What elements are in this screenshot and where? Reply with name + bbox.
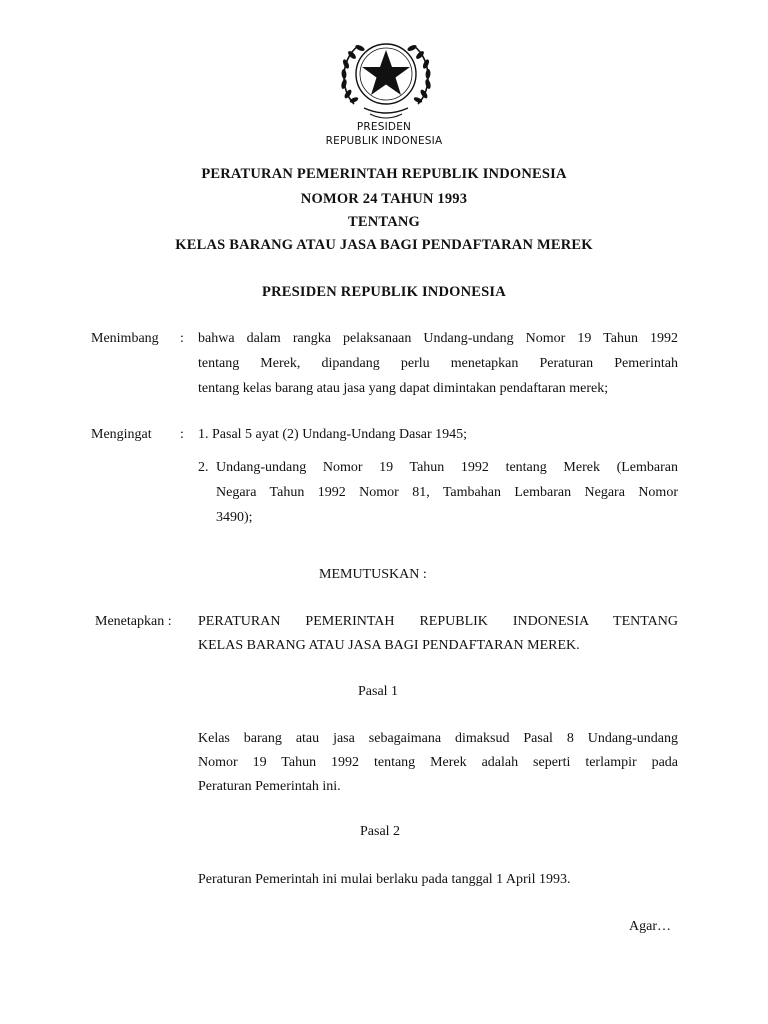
header-republik-indonesia: REPUBLIK INDONESIA [325,135,443,147]
memutuskan-heading: MEMUTUSKAN : [319,567,427,582]
menimbang-colon: : [180,331,184,346]
pasal-1-line-3: Peraturan Pemerintah ini. [198,779,341,794]
mengingat-colon: : [180,427,184,442]
menimbang-label: Menimbang [91,331,159,346]
menetapkan-line-2: KELAS BARANG ATAU JASA BAGI PENDAFTARAN MEREK. [198,638,580,653]
mengingat-item-2-number: 2. [198,460,209,475]
menimbang-line-3: tentang kelas barang atau jasa yang dapat dimintakan pendaftaran merek; [198,381,609,396]
regulation-tentang: TENTANG [347,214,421,230]
mengingat-item-2-line-1: Undang-undang Nomor 19 Tahun 1992 tentang Merek (Lembaran [216,460,678,475]
header-presiden: PRESIDEN [356,121,412,133]
page-continuation: Agar… [629,919,671,934]
pasal-1-heading: Pasal 1 [358,684,399,699]
mengingat-item-2-line-3: 3490); [216,510,253,525]
menetapkan-label: Menetapkan : [95,614,172,629]
regulation-number: NOMOR 24 TAHUN 1993 [300,191,468,207]
mengingat-label: Mengingat [91,427,152,442]
menimbang-line-2: tentang Merek, dipandang perlu menetapkan Peraturan Pemerintah [198,356,678,371]
garuda-star-emblem-icon [334,34,438,122]
pasal-1-line-2: Nomor 19 Tahun 1992 tentang Merek adalah seperti terlampir pada [198,755,678,770]
menetapkan-line-1: PERATURAN PEMERINTAH REPUBLIK INDONESIA TENTANG [198,614,678,629]
regulation-title: PERATURAN PEMERINTAH REPUBLIK INDONESIA [201,166,567,182]
pasal-2-text: Peraturan Pemerintah ini mulai berlaku pada tanggal 1 April 1993. [198,872,571,887]
issuer-heading: PRESIDEN REPUBLIK INDONESIA [262,284,506,300]
menimbang-line-1: bahwa dalam rangka pelaksanaan Undang-undang Nomor 19 Tahun 1992 [198,331,678,346]
mengingat-item-1: 1. Pasal 5 ayat (2) Undang-Undang Dasar 1945; [198,427,468,442]
pasal-1-line-1: Kelas barang atau jasa sebagaimana dimaksud Pasal 8 Undang-undang [198,731,678,746]
regulation-subject: KELAS BARANG ATAU JASA BAGI PENDAFTARAN MEREK [175,237,593,253]
pasal-2-heading: Pasal 2 [360,824,401,839]
mengingat-item-2-line-2: Negara Tahun 1992 Nomor 81, Tambahan Lembaran Negara Nomor [216,485,678,500]
